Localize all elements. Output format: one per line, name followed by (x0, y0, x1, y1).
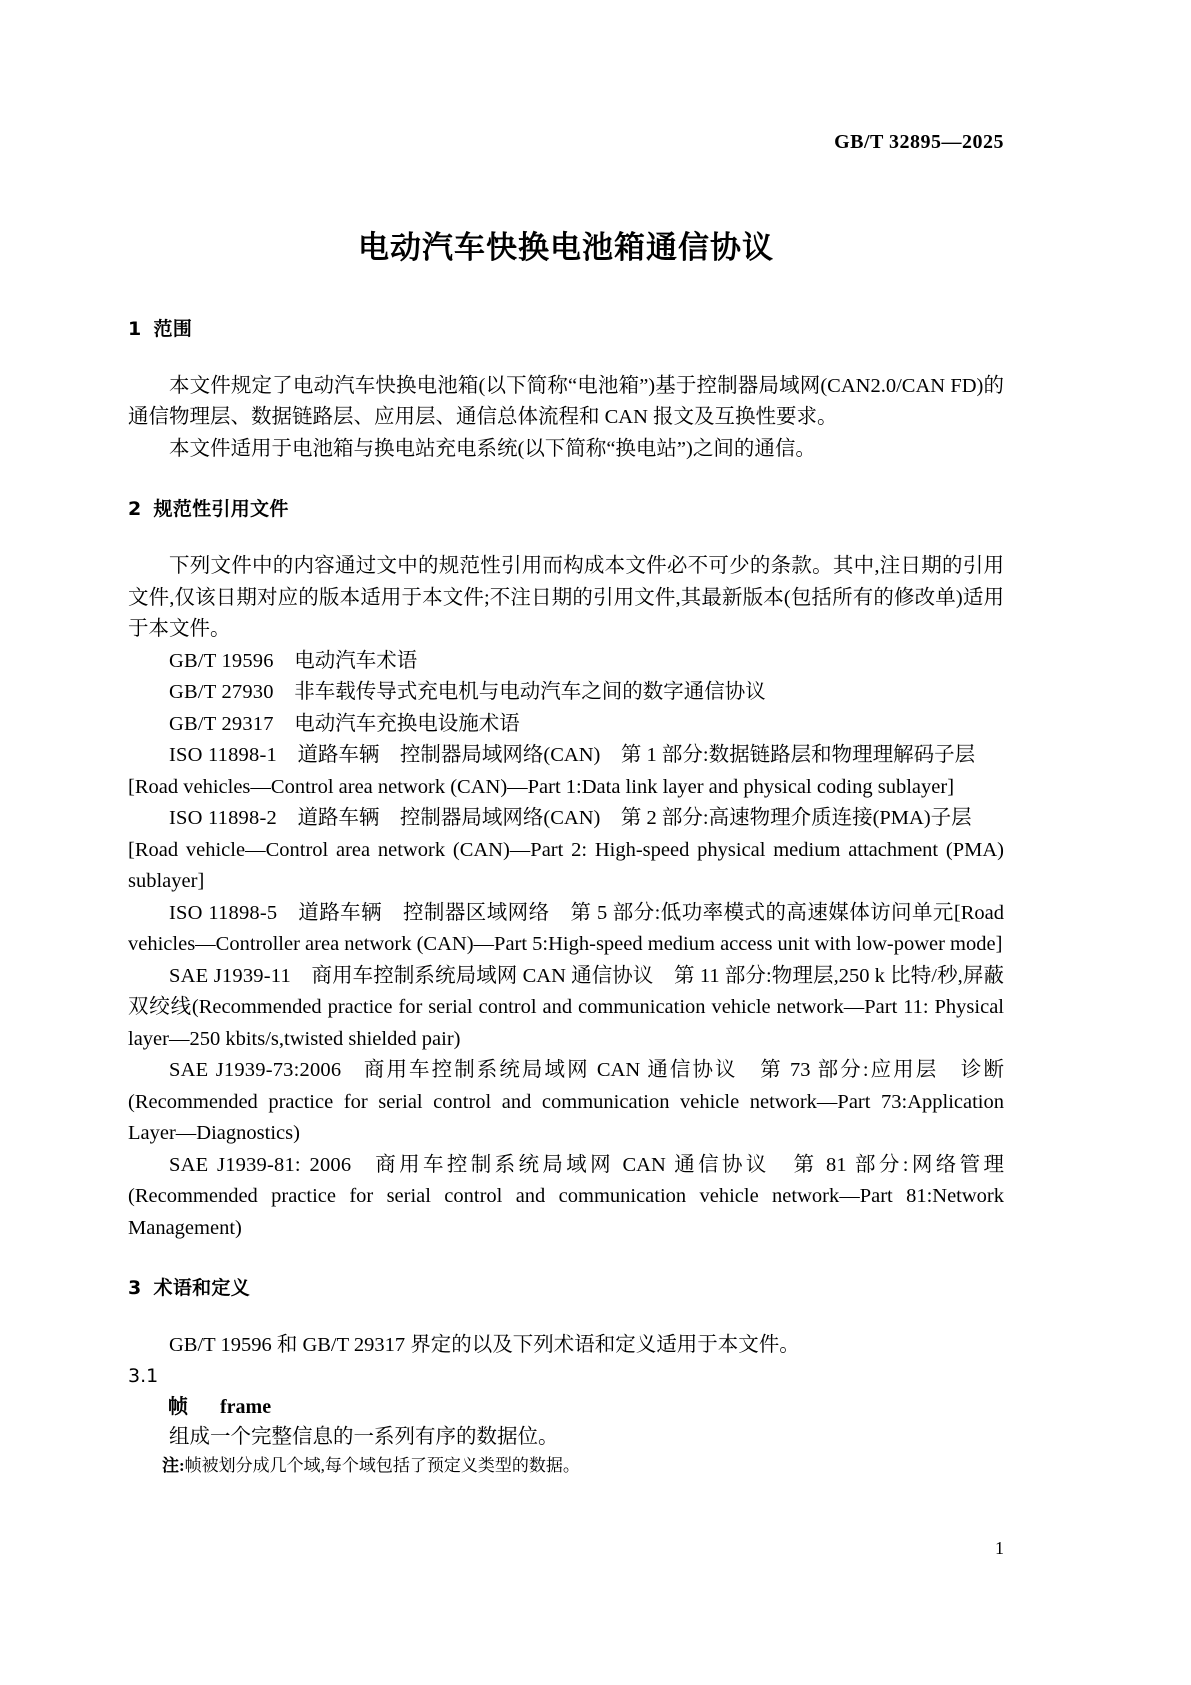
ref-title-cn: 道路车辆 控制器局域网络(CAN) 第 2 部分:高速物理介质连接(PMA)子层 (297, 807, 972, 830)
clause-number-2: 2 (128, 498, 142, 521)
normative-ref-item (128, 677, 1004, 709)
term-note-text: 帧被划分成几个域,每个域包括了预定义类型的数据。 (184, 1456, 580, 1476)
spacer (128, 1244, 1004, 1277)
ref-identifier: SAE J1939-81: 2006 (169, 1153, 352, 1176)
ref-title-en: (Recommended practice for serial control and communication vehicle network—Part 81:Network Management) (128, 1185, 1004, 1239)
term-entry-name (128, 1391, 1004, 1422)
ref-identifier: ISO 11898-5 (169, 901, 278, 924)
ref-identifier: GB/T 27930 (169, 681, 274, 704)
ref-title-cn: 非车载传导式充电机与电动汽车之间的数字通信协议 (294, 681, 766, 704)
ref-title-cn: 电动汽车充换电设施术语 (294, 712, 520, 735)
scope-paragraph-1: 本文件规定了电动汽车快换电池箱(以下简称“电池箱”)基于控制器局域网(CAN2.0/CAN FD)的通信物理层、数据链路层、应用层、通信总体流程和 CAN 报文及互换性要求。 (128, 374, 1004, 429)
ref-title-cn: 商用车控制系统局域网 CAN 通信协议 第 73 部分:应用层 诊断 (361, 1059, 1004, 1082)
ref-identifier: SAE J1939-11 (169, 964, 291, 987)
term-note (128, 1452, 1004, 1480)
document-title: 电动汽车快换电池箱通信协议 (358, 230, 774, 266)
normative-ref-item (128, 740, 1004, 772)
ref-identifier: ISO 11898-1 (169, 744, 277, 767)
term-number: 3.1 (128, 1365, 159, 1388)
normative-ref-item (128, 961, 1004, 1056)
ref-identifier: GB/T 29317 (169, 712, 274, 735)
ref-identifier: ISO 11898-2 (169, 807, 277, 830)
ref-title-en: [Road vehicles—Control area network (CAN)—Part 1:Data link layer and physical coding sublayer] (128, 775, 955, 798)
normative-ref-item (128, 898, 1004, 961)
clause-title-3: 术语和定义 (153, 1277, 251, 1300)
page-number: 1 (995, 1538, 1004, 1558)
ref-title-cn: 道路车辆 控制器局域网络(CAN) 第 1 部分:数据链路层和物理理解码子层 (297, 744, 976, 767)
clause-heading-3 (128, 1277, 1004, 1300)
ref-title-cn: 商用车控制系统局域网 CAN 通信协议 第 11 部分:物理层,250 k 比特/秒,屏蔽双绞线 (128, 964, 1004, 1019)
terms-intro: GB/T 19596 和 GB/T 29317 界定的以及下列术语和定义适用于本文件。 (169, 1333, 800, 1356)
normative-ref-item (128, 709, 1004, 741)
ref-identifier: SAE J1939-73:2006 (169, 1059, 342, 1082)
normative-refs-intro: 下列文件中的内容通过文中的规范性引用而构成本文件必不可少的条款。其中,注日期的引用文件,仅该日期对应的版本适用于本文件;不注日期的引用文件,其最新版本(包括所有的修改单)适用于本文件。 (128, 555, 1004, 641)
spacer (128, 1300, 1004, 1330)
spacer (128, 465, 1004, 498)
term-note-label: 注: (162, 1456, 185, 1476)
scope-paragraph-2: 本文件适用于电池箱与换电站充电系统(以下简称“换电站”)之间的通信。 (169, 437, 816, 460)
clause-heading-1 (128, 318, 1004, 341)
normative-ref-item (128, 803, 1004, 835)
normative-ref-item (128, 1055, 1004, 1150)
ref-title-en: [Road vehicle—Control area network (CAN)—Part 2: High-speed physical medium attachment (PMA) sublayer] (128, 838, 1004, 893)
ref-title-cn: 电动汽车术语 (294, 649, 418, 672)
normative-ref-item (128, 1150, 1004, 1245)
term-definition: 组成一个完整信息的一系列有序的数据位。 (169, 1426, 559, 1449)
spacer (128, 341, 1004, 371)
running-header-standard-number: GB/T 32895—2025 (834, 131, 1004, 153)
clause-number-3: 3 (128, 1277, 142, 1300)
spacer (128, 521, 1004, 551)
ref-title-en: [Road vehicles—Controller area network (CAN)—Part 5:High-speed medium access unit with low-power mode] (128, 901, 1004, 956)
clause-title-2: 规范性引用文件 (153, 498, 289, 521)
clause-number-1: 1 (128, 318, 142, 340)
clause-title-1: 范围 (153, 318, 193, 340)
clause-heading-2 (128, 498, 1004, 521)
term-name-en: frame (220, 1396, 272, 1419)
ref-title-cn: 道路车辆 控制器区域网络 第 5 部分:低功率模式的高速媒体访问单元 (297, 901, 954, 924)
normative-ref-item (128, 646, 1004, 678)
page-content (128, 0, 1004, 1685)
document-body (128, 318, 1004, 1480)
term-name-cn: 帧 (168, 1394, 188, 1419)
ref-title-en: (Recommended practice for serial control and communication vehicle network—Part 73:Application Layer—Diagnostics) (128, 1090, 1004, 1145)
ref-title-cn: 商用车控制系统局域网 CAN 通信协议 第 81 部分:网络管理 (371, 1153, 1005, 1176)
ref-title-en: (Recommended practice for serial control and communication vehicle network—Part 11: Physical layer—250 kbits/s,twisted shielded pair) (128, 996, 1004, 1050)
ref-identifier: GB/T 19596 (169, 649, 274, 672)
